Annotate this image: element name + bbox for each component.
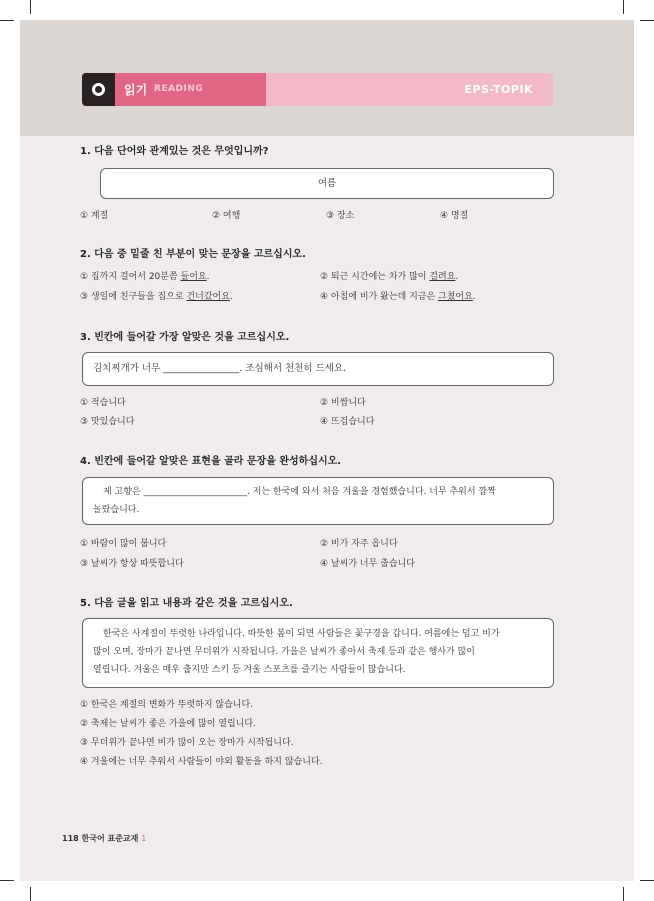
crop-mark (640, 880, 654, 881)
q5-option-3[interactable]: ③ 무더위가 끝나면 비가 많이 오는 장마가 시작됩니다. (80, 738, 294, 748)
passage-text: 한국은 사계절이 뚜렷한 나라입니다. 따뜻한 봄이 되면 사람들은 꽃구경을 갑니다. 여름에는 덥고 비가 많이 오며, 장마가 끝나면 무더위가 시작됩니다. 가을은 날씨가 좋아서 축제 등과 같은 행사가 많이 열립니다. 겨울은 매우 춥지만 스키 등 겨울 스포츠를 즐기는 사람들이 많습니다. (93, 629, 500, 675)
q2-option-3[interactable]: ③ 생일에 친구들을 집으로 건너갔어요. (80, 292, 233, 302)
crop-mark (623, 0, 624, 14)
q5-option-4[interactable]: ④ 겨울에는 너무 추워서 사람들이 야외 활동을 하지 않습니다. (80, 757, 323, 767)
crop-mark (30, 0, 31, 14)
page-footer (62, 833, 146, 844)
question-2: 2. 다음 중 밑줄 친 부분이 맞는 문장을 고르십시오. (80, 249, 306, 260)
crop-mark (640, 20, 654, 21)
q3-option-1[interactable]: ① 적습니다 (80, 398, 126, 408)
q2-option-4[interactable]: ④ 아침에 비가 왔는데 지금은 그쳤어요. (320, 292, 476, 302)
crop-mark (30, 887, 31, 901)
crop-mark (623, 887, 624, 901)
sentence-box (82, 352, 554, 386)
section-subtitle: READING (154, 84, 204, 94)
q5-option-1[interactable]: ① 한국은 계절의 변화가 뚜렷하지 않습니다. (80, 700, 254, 710)
passage-box (82, 618, 554, 688)
q5-option-2[interactable]: ② 축제는 날씨가 좋은 가을에 많이 열립니다. (80, 719, 256, 729)
q3-option-2[interactable]: ② 비쌉니다 (320, 398, 366, 408)
q4-option-3[interactable]: ③ 날씨가 항상 따뜻합니다 (80, 559, 184, 569)
page (20, 20, 634, 881)
page-number: 118 (62, 834, 79, 843)
word-box-text: 여름 (317, 178, 337, 189)
q1-option-4[interactable]: ④ 명절 (440, 211, 469, 221)
q1-option-2[interactable]: ② 여행 (212, 211, 241, 221)
brand-label: EPS-TOPIK (464, 83, 533, 96)
book-title: 한국어 표준교재 (81, 834, 139, 843)
q3-option-4[interactable]: ④ 뜨겁습니다 (320, 417, 375, 427)
q4-option-4[interactable]: ④ 날씨가 너무 춥습니다 (320, 559, 415, 569)
q4-option-2[interactable]: ② 비가 자주 옵니다 (320, 539, 398, 549)
sentence-box (82, 477, 554, 525)
question-5: 5. 다음 글을 읽고 내용과 같은 것을 고르십시오. (80, 598, 293, 609)
crop-mark (0, 880, 14, 881)
q4-option-1[interactable]: ① 바람이 많이 붑니다 (80, 539, 167, 549)
q3-option-3[interactable]: ③ 맛있습니다 (80, 417, 135, 427)
sentence-box-text: 제 고향은 _______________________. 저는 한국에 와서 처음 겨울을 경험했습니다. 너무 추워서 깜짝 놀랐습니다. (93, 487, 496, 515)
section-title: 읽기 (124, 83, 148, 97)
crop-mark (0, 20, 14, 21)
question-4: 4. 빈칸에 들어갈 알맞은 표현을 골라 문장을 완성하십시오. (80, 456, 342, 467)
q1-option-3[interactable]: ③ 장소 (326, 211, 355, 221)
section-header (82, 73, 553, 106)
q2-option-2[interactable]: ② 퇴근 시간에는 차가 많이 걸려요. (320, 272, 459, 282)
word-box (100, 168, 554, 199)
speech-bubble-icon (82, 73, 115, 106)
question-3: 3. 빈칸에 들어갈 가장 알맞은 것을 고르십시오. (80, 332, 290, 343)
sentence-box-text: 김치찌개가 너무 ________________. 조심해서 천천히 드세요. (93, 363, 347, 374)
question-1: 1. 다음 단어와 관계있는 것은 무엇입니까? (80, 146, 269, 157)
q2-option-1[interactable]: ① 집까지 걸어서 20분쯤 들어요. (80, 272, 210, 282)
book-volume: 1 (141, 834, 147, 843)
q1-option-1[interactable]: ① 계절 (80, 211, 109, 221)
